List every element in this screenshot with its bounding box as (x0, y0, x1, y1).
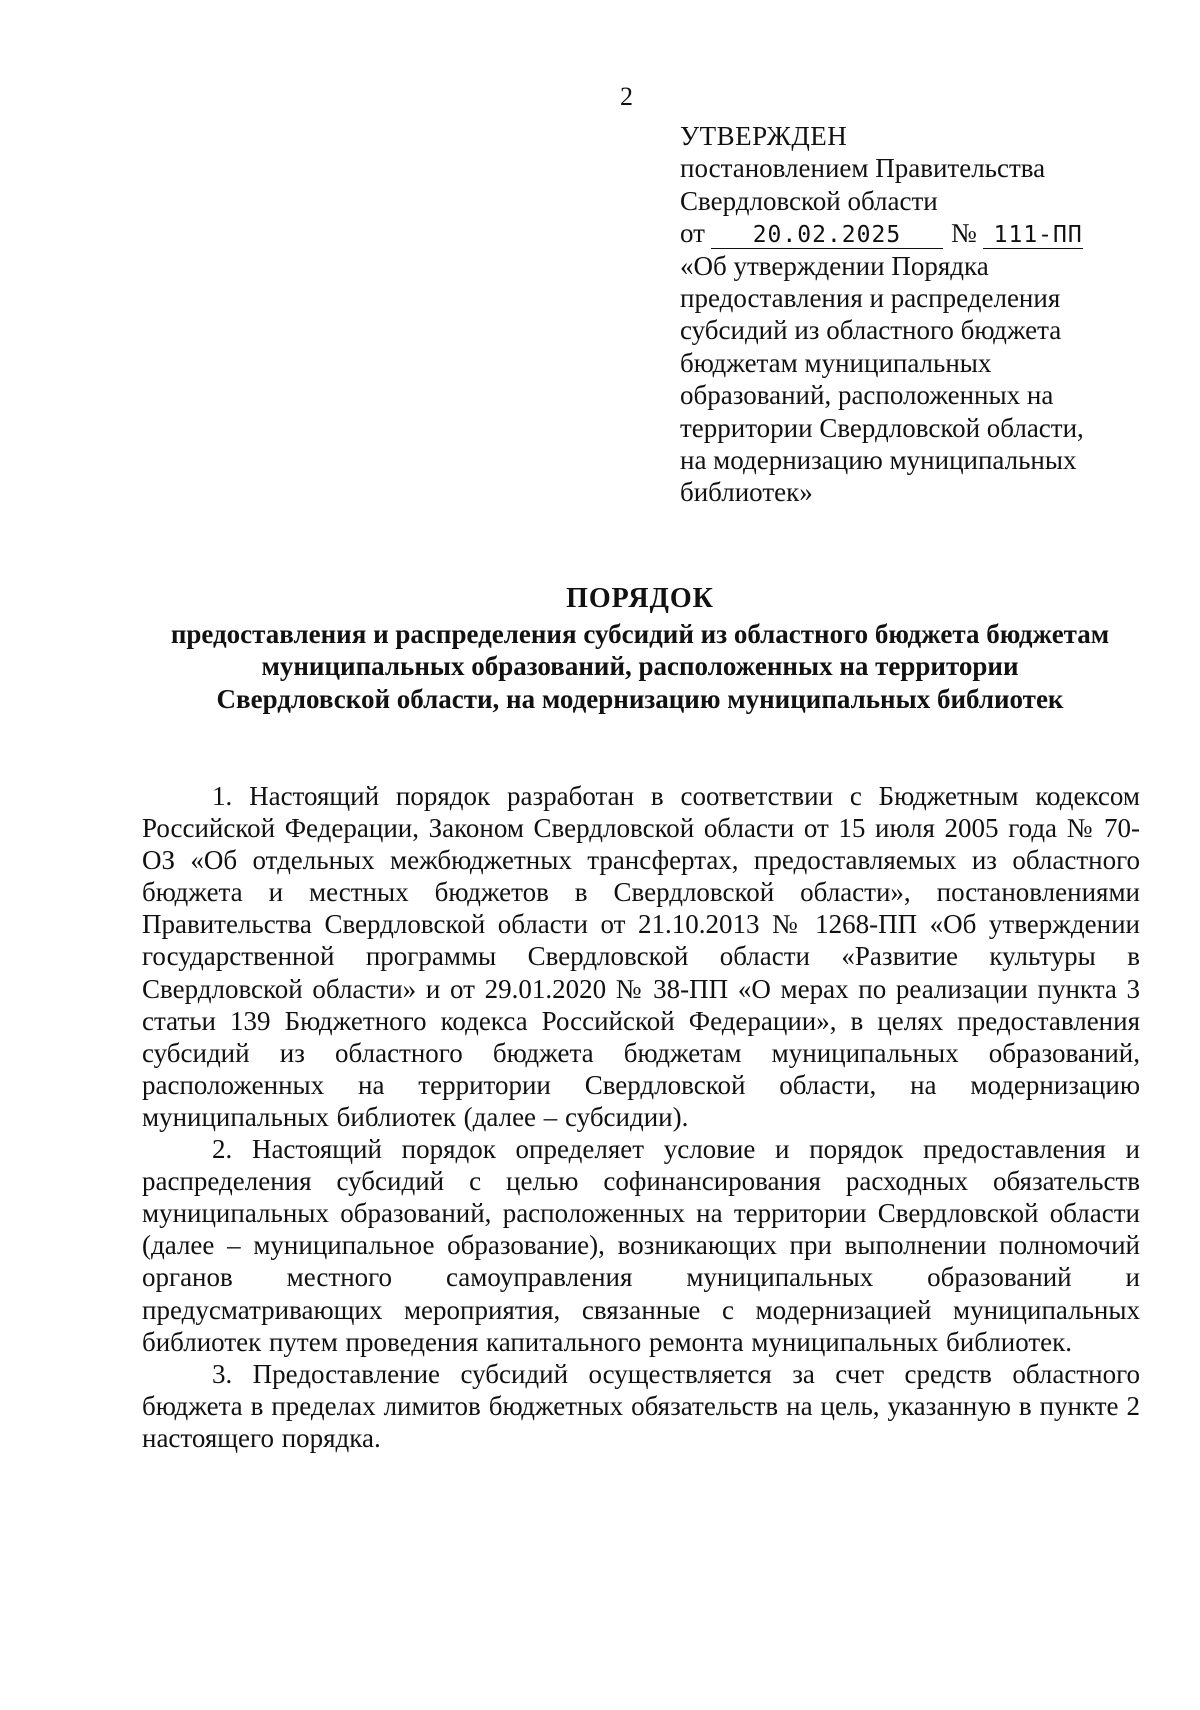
paragraph-2: 2. Настоящий порядок определяет условие и порядок предоставления и распределения субсидий с целью софинансирования расходных обязательств муниципальных образований, расположенных на территории Свердловской области (далее – муниципальное образование), возникающих при выполнении полномочий органов местного самоуправления муниципальных образований и предусматривающих мероприятия, связанные с модернизацией муниципальных библиотек путем проведения капитального ремонта муниципальных библиотек. (142, 1134, 1140, 1357)
document-title-line: муниципальных образований, расположенных на территории (261, 651, 1019, 681)
document-title-main: ПОРЯДОК (566, 583, 714, 614)
paragraph-3: 3. Предоставление субсидий осуществляется за счет средств областного бюджета в пределах лимитов бюджетных обязательств на цель, указанную в пункте 2 настоящего порядка. (142, 1358, 1140, 1453)
document-title-line: предоставления и распределения субсидий из областного бюджета бюджетам (170, 618, 1110, 649)
paragraph-1: 1. Настоящий порядок разработан в соответствии с Бюджетным кодексом Российской Федерации, Законом Свердловской области от 15 июля 2005 года № 70-ОЗ «Об отдельных межбюджетных трансфертах, предоставляемых из областного бюджета и местных бюджетов в Свердловской области», постановлениями Правительства Свердловской области от 21.10.2013 № 1268-ПП «Об утверждении государственной программы Свердловской области «Развитие культуры в Свердловской области» и от 29.01.2020 № 38-ПП «О мерах по реализации пункта 3 статьи 139 Бюджетного кодекса Российской Федерации», в целях предоставления субсидий из областного бюджета бюджетам муниципальных образований, расположенных на территории Свердловской области, на модернизацию муниципальных библиотек (далее – субсидии). (142, 781, 1140, 1132)
approval-date-line (680, 217, 1120, 249)
approval-heading: УТВЕРЖДЕН (680, 121, 848, 151)
number-sign: № (950, 218, 977, 249)
document-title-line: Свердловской области, на модернизацию муниципальных библиотек (216, 683, 1064, 714)
approval-line: постановлением Правительства (680, 153, 1046, 184)
approval-subject-line: на модернизацию муниципальных (680, 445, 1077, 476)
approval-subject-line: «Об утверждении Порядка (680, 250, 989, 281)
approval-subject-line: предоставления и распределения (680, 283, 1061, 314)
document-title (120, 583, 1160, 715)
approval-block (680, 120, 1120, 509)
approval-subject-line: образований, расположенных на (680, 380, 1054, 411)
page-number: 2 (620, 82, 633, 111)
approval-subject-line: библиотек» (680, 477, 813, 508)
approval-line: Свердловской области (680, 185, 938, 216)
date-prefix: от (680, 218, 705, 249)
decree-date: 20.02.2025 (711, 222, 943, 249)
decree-number: 111-ПП (983, 222, 1083, 249)
approval-subject-line: бюджетам муниципальных (680, 347, 992, 378)
approval-subject-line: субсидий из областного бюджета (680, 315, 1062, 346)
document-body (142, 780, 1140, 1454)
approval-subject-line: территории Свердловской области, (680, 412, 1084, 443)
